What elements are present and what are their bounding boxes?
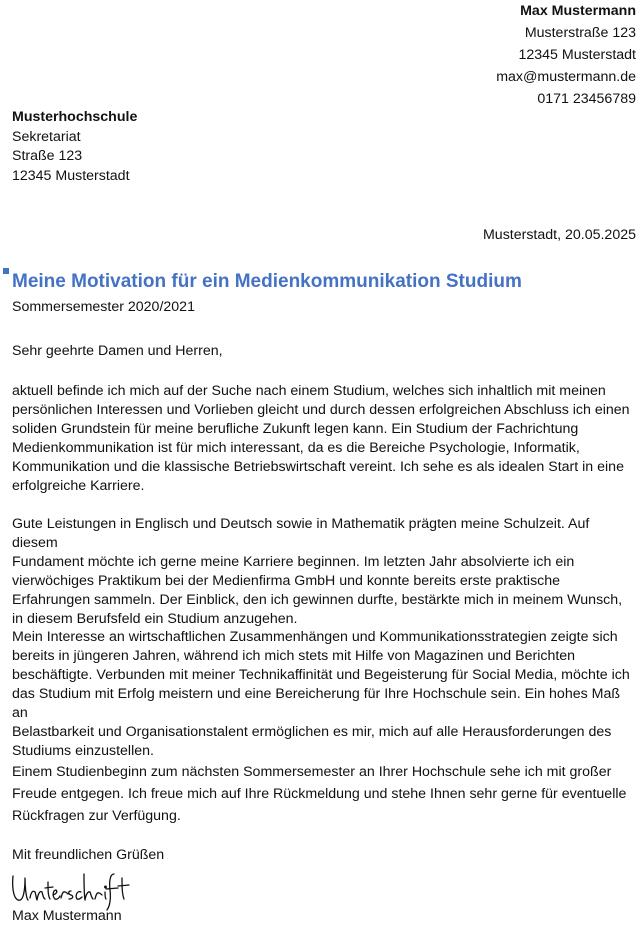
salutation: Sehr geehrte Damen und Herren,	[12, 343, 223, 359]
subject-heading: Meine Motivation für ein Medienkommunikation Studium	[12, 271, 522, 292]
recipient-address-block	[12, 108, 137, 186]
heading-marker-icon	[3, 268, 9, 274]
signer-name: Max Mustermann	[12, 908, 122, 924]
handwritten-signature	[10, 868, 130, 912]
recipient-city: 12345 Musterstadt	[12, 167, 130, 184]
sender-city: 12345 Musterstadt	[518, 47, 636, 63]
semester-line: Sommersemester 2020/2021	[12, 299, 195, 315]
recipient-org: Musterhochschule	[12, 109, 138, 125]
sender-phone: 0171 23456789	[537, 91, 636, 107]
recipient-street: Straße 123	[12, 148, 83, 164]
body-paragraph-1: aktuell befinde ich mich auf der Suche nach einem Studium, welches sich inhaltlich mit meinen persönlichen Interessen und Vorlieben gleicht und durch dessen erfolgreichen Abschluss ich einen soliden Grundstein für meine berufliche Zukunft legen kann. Ein Studium der Fachrichtung Medienkommunikation ist für mich interessant, da es die Bereiche Psychologie, Informatik, Kommunikation und die klassische Betriebswirtschaft vereint. Ich sehe es als idealen Start in eine erfolgreiche Karriere.	[12, 383, 630, 494]
sender-street: Musterstraße 123	[524, 25, 636, 41]
sender-address-block	[496, 0, 636, 110]
sender-name: Max Mustermann	[520, 3, 636, 19]
body-paragraph-3: Mein Interesse an wirtschaftlichen Zusammenhängen und Kommunikationsstrategien zeigte sich bereits in jüngeren Jahren, während ich mich stets mit Hilfe von Magazinen und Berichten beschäftigte. Verbunden mit meiner Technikaffinität und Begeisterung für Social Media, möchte ich das Studium mit Erfolg meistern und eine Bereicherung für Ihre Hochschule sein. Ein hohes Maß an Belastbarkeit und Organisationstalent ermöglichen es mir, mich auf alle Herausforderungen des Studiums einzustellen.	[12, 629, 630, 759]
letter-date: Musterstadt, 20.05.2025	[482, 227, 636, 243]
body-paragraph-4: Einem Studienbeginn zum nächsten Sommersemester an Ihrer Hochschule sehe ich mit großer Freude entgegen. Ich freue mich auf Ihre Rückmeldung und stehe Ihnen sehr gerne für eventuelle Rückfragen zur Verfügung.	[12, 764, 627, 824]
recipient-department: Sekretariat	[12, 128, 81, 145]
closing-phrase: Mit freundlichen Grüßen	[12, 847, 165, 863]
sender-email: max@mustermann.de	[496, 69, 636, 85]
body-paragraph-2: Gute Leistungen in Englisch und Deutsch sowie in Mathematik prägten meine Schulzeit. Auf diesem Fundament möchte ich gerne meine Karriere beginnen. Im letzten Jahr absolvierte ich ein vierwöchiges Praktikum bei der Medienfirma GmbH und konnte bereits erste praktische Erfahrungen sammeln. Der Einblick, den ich gewinnen durfte, bestärkte mich in meinem Wunsch, in diesem Berufsfeld ein Studium anzugehen.	[12, 516, 623, 627]
